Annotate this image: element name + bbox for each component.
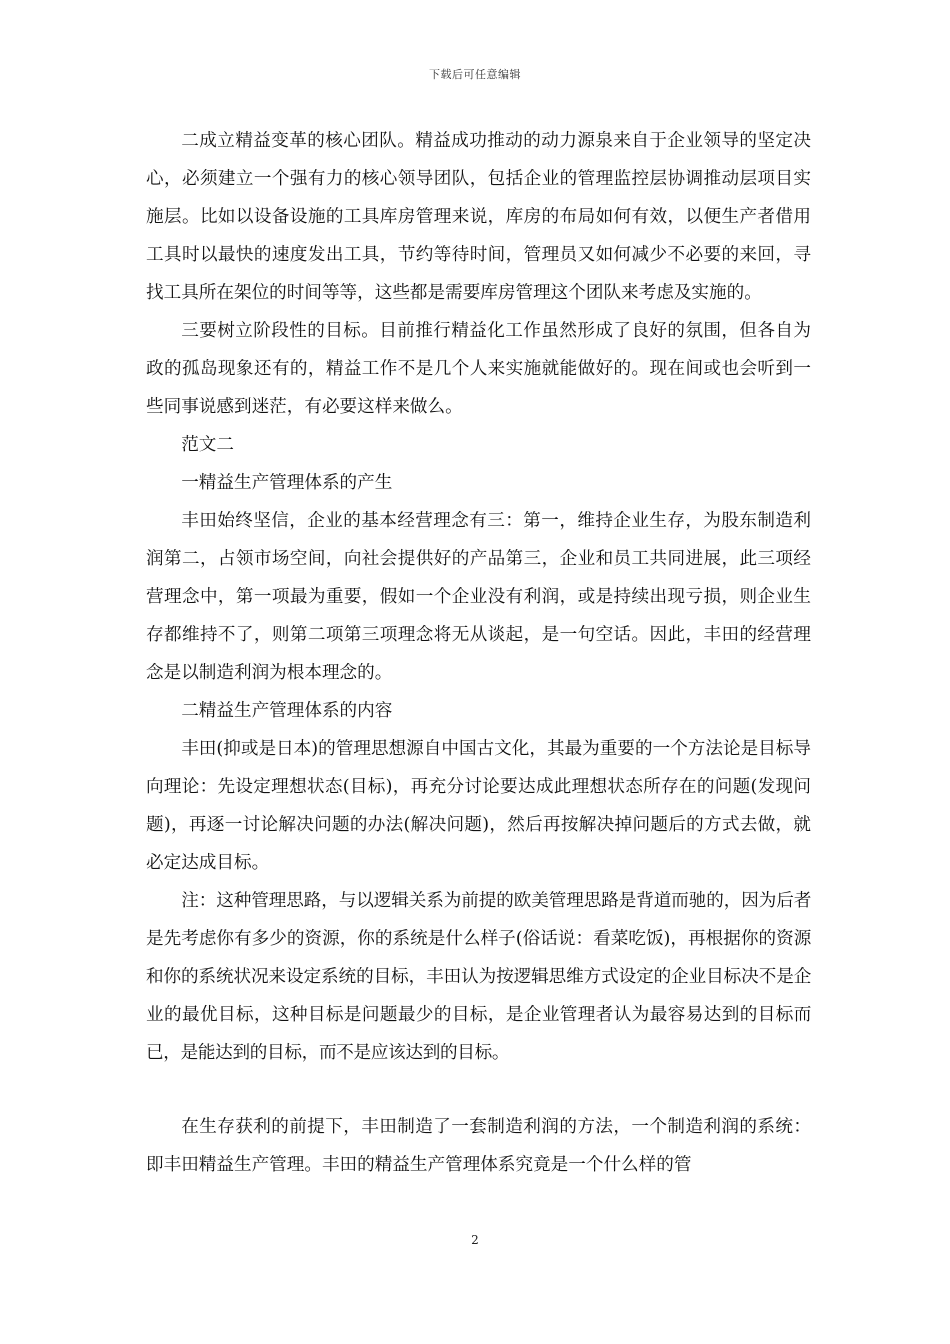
paragraph-goal-oriented-theory: 丰田(抑或是日本)的管理思想源自中国古文化，其最为重要的一个方法论是目标导向理论：先设定理想状态(目标)，再充分讨论要达成此理想状态所存在的问题(发现问题)，再逐一讨论解决问题的办法(解决问题)，然后再按解决掉问题后的方式去做，就必定达成目标。 xyxy=(146,739,811,873)
section-title-sample-two: 范文二 xyxy=(181,435,234,455)
page-header-note: 下载后可任意编辑 xyxy=(429,68,521,81)
heading-content: 二精益生产管理体系的内容 xyxy=(181,701,393,721)
paragraph-profit-system: 在生存获利的前提下，丰田制造了一套制造利润的方法，一个制造利润的系统：即丰田精益生产管理。丰田的精益生产管理体系究竟是一个什么样的管 xyxy=(146,1117,811,1175)
paragraph-core-team: 二成立精益变革的核心团队。精益成功推动的动力源泉来自于企业领导的坚定决心，必须建立一个强有力的核心领导团队，包括企业的管理监控层协调推动层项目实施层。比如以设备设施的工具库房管理来说，库房的布局如何有效，以便生产者借用工具时以最快的速度发出工具，节约等待时间，管理员又如何减少不必要的来回，寻找工具所在架位的时间等等，这些都是需要库房管理这个团队来考虑及实施的。 xyxy=(146,131,811,303)
paragraph-toyota-philosophy: 丰田始终坚信，企业的基本经营理念有三：第一，维持企业生存，为股东制造利润第二，占领市场空间，向社会提供好的产品第三，企业和员工共同进展，此三项经营理念中，第一项最为重要，假如一个企业没有利润，或是持续出现亏损，则企业生存都维持不了，则第二项第三项理念将无从谈起，是一句空话。因此，丰田的经营理念是以制造利润为根本理念的。 xyxy=(146,511,811,683)
heading-origin: 一精益生产管理体系的产生 xyxy=(181,473,393,493)
page-number: 2 xyxy=(471,1233,479,1247)
paragraph-note: 注：这种管理思路，与以逻辑关系为前提的欧美管理思路是背道而驰的，因为后者是先考虑你有多少的资源，你的系统是什么样子(俗话说：看菜吃饭)，再根据你的资源和你的系统状况来设定系统的目标，丰田认为按逻辑思维方式设定的企业目标决不是企业的最优目标，这种目标是问题最少的目标，是企业管理者认为最容易达到的目标而已，是能达到的目标，而不是应该达到的目标。 xyxy=(146,891,811,1063)
document-body xyxy=(146,122,811,1184)
paragraph-phase-goals: 三要树立阶段性的目标。目前推行精益化工作虽然形成了良好的氛围，但各自为政的孤岛现象还有的，精益工作不是几个人来实施就能做好的。现在间或也会听到一些同事说感到迷茫，有必要这样来做么。 xyxy=(146,321,811,417)
paragraph-gap xyxy=(146,1072,811,1108)
